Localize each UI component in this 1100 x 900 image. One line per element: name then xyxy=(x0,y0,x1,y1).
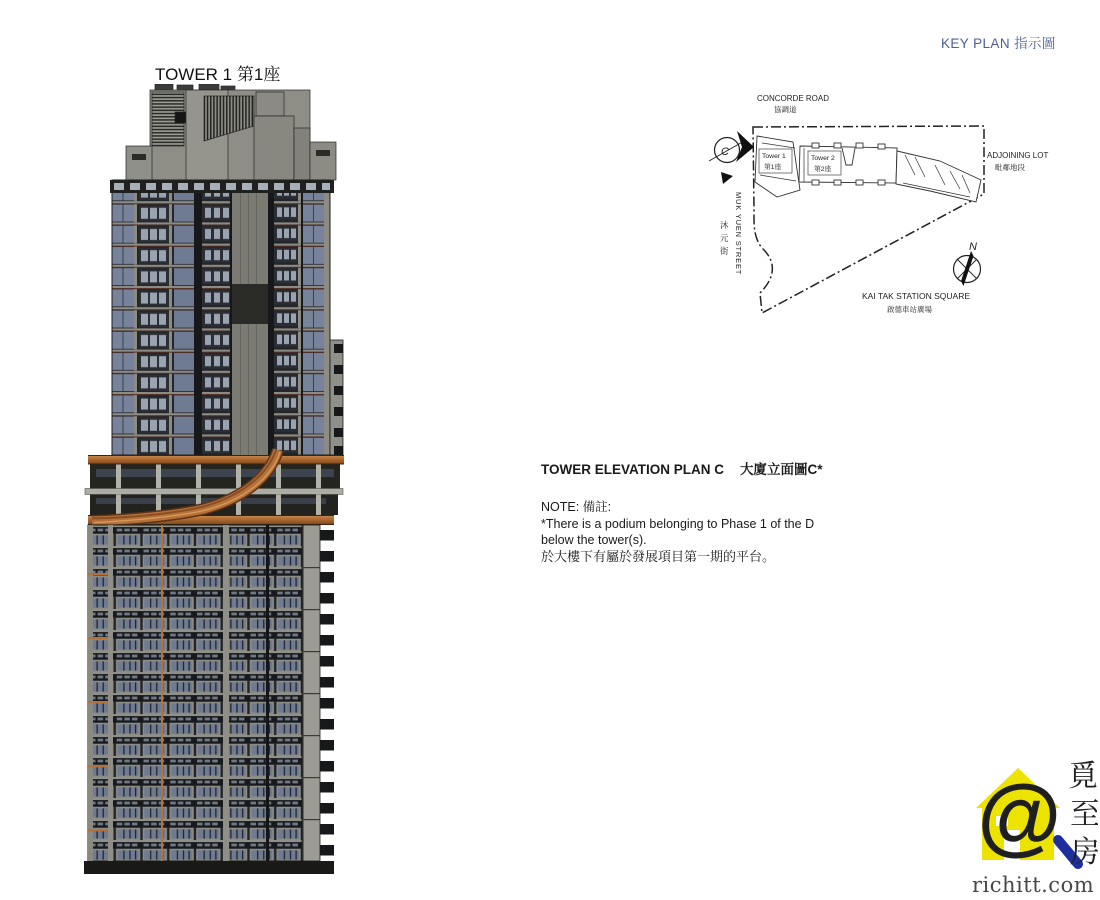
watermark-site-name: richitt.com xyxy=(972,873,1095,897)
muk-yuen-street-zh-1: 沐 xyxy=(720,220,729,230)
tower-lower-section xyxy=(84,525,334,874)
tower2-label-zh: 第2座 xyxy=(814,166,832,173)
tower-crown xyxy=(126,84,336,180)
muk-yuen-street-label-en: MUK YUEN STREET xyxy=(734,192,743,276)
tower-title: TOWER 1 第1座 xyxy=(155,65,281,84)
muk-yuen-street-zh-3: 街 xyxy=(720,246,729,256)
compass-icon xyxy=(954,241,981,286)
note-line-1: *There is a podium belonging to Phase 1 of the D xyxy=(541,516,815,531)
podium-transfer-section xyxy=(85,450,344,525)
caption-block xyxy=(541,458,933,565)
watermark-logo-graphic xyxy=(972,758,1098,870)
concorde-road-label-zh: 協調道 xyxy=(774,105,797,114)
view-marker-letter: C xyxy=(721,146,729,158)
key-plan-heading: KEY PLAN 指示圖 xyxy=(941,36,1056,51)
logo-char-1: 覓 xyxy=(1068,760,1098,793)
tower1-label-en: Tower 1 xyxy=(762,153,786,160)
view-direction-icon xyxy=(709,131,754,184)
logo-char-2: 至 xyxy=(1070,798,1098,831)
plan-caption-title-zh: 大廈立面圖C* xyxy=(740,462,823,477)
note-line-3: 於大樓下有屬於發展項目第一期的平台。 xyxy=(541,548,776,564)
tower-elevation-drawing xyxy=(82,84,352,878)
concorde-road-label-en: CONCORDE ROAD xyxy=(757,94,830,103)
at-symbol: @ xyxy=(976,769,1060,865)
adjoining-lot-label-en: ADJOINING LOT xyxy=(987,151,1049,160)
note-heading: NOTE: 備註: xyxy=(541,500,612,514)
adjoining-lot-label-zh: 毗鄰地段 xyxy=(995,163,1025,172)
tower2-label-en: Tower 2 xyxy=(811,155,835,162)
plan-caption-title xyxy=(541,458,933,478)
note-line-2: below the tower(s). xyxy=(541,533,647,547)
plan-caption-title-en: TOWER ELEVATION PLAN C xyxy=(541,462,725,477)
tower-upper-section xyxy=(110,180,343,455)
kai-tak-square-label-zh: 啟德車站廣場 xyxy=(887,305,932,314)
north-label: N xyxy=(969,241,977,253)
key-plan-drawing xyxy=(700,85,1095,330)
at-magnifier-icon xyxy=(976,769,1078,865)
watermark-logo xyxy=(972,758,1098,896)
logo-char-3: 房 xyxy=(1070,836,1098,869)
tower1-label-zh: 第1座 xyxy=(764,164,782,171)
kai-tak-square-label-en: KAI TAK STATION SQUARE xyxy=(862,291,971,301)
note-block xyxy=(541,499,933,565)
muk-yuen-street-zh-2: 元 xyxy=(720,233,729,243)
